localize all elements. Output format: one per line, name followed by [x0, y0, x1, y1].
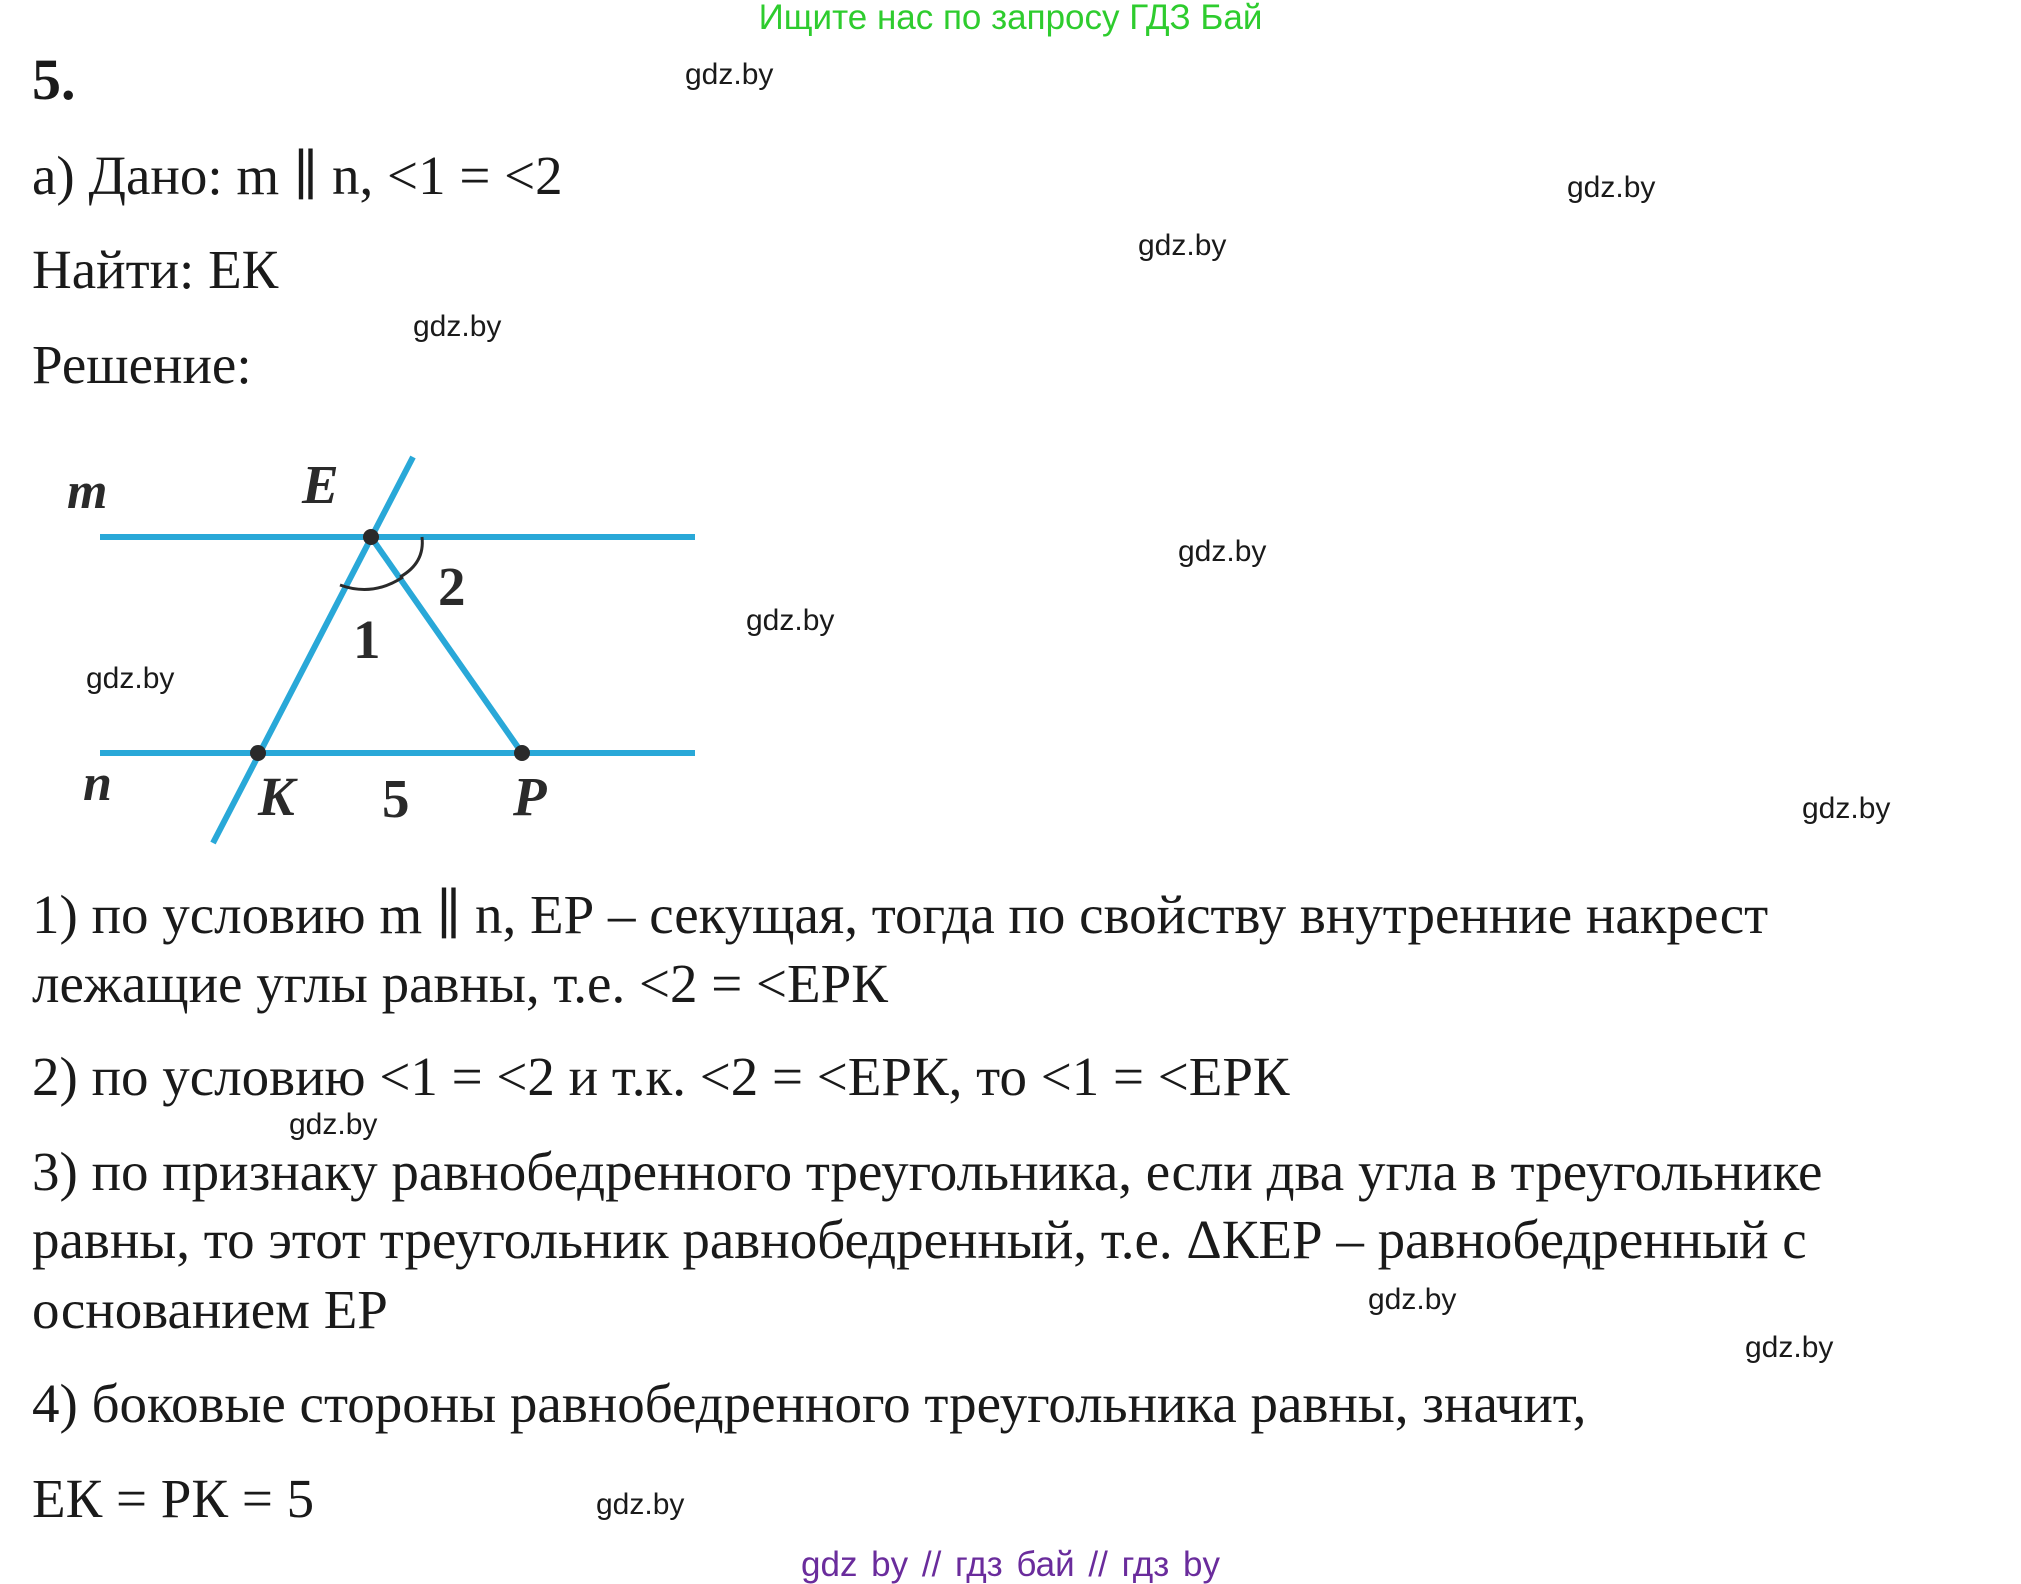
step-1-line-1: 1) по условию m ∥ n, ЕР – секущая, тогда по свойству внутренние накрест [32, 884, 1769, 945]
point-p-dot [514, 745, 530, 761]
watermark: gdz.by [86, 662, 175, 695]
task-number: 5. [32, 47, 76, 112]
watermark: gdz.by [1138, 229, 1227, 262]
label-angle-2: 2 [438, 556, 466, 617]
label-segment-length: 5 [382, 768, 410, 829]
step-1-line-2: лежащие углы равны, т.е. <2 = <ЕРК [32, 953, 888, 1014]
step-3-line-2: равны, то этот треугольник равнобедренный, т.е. ΔКЕР – равнобедренный с [32, 1209, 1807, 1270]
given-line: а) Дано: m ∥ n, <1 = <2 [32, 145, 563, 206]
watermark: gdz.by [1745, 1331, 1834, 1364]
watermark: gdz.by [413, 310, 502, 343]
watermark: gdz.by [289, 1108, 378, 1141]
top-banner: Ищите нас по запросу ГДЗ Бай [758, 0, 1263, 37]
angle-2-arc [400, 537, 422, 577]
step-4-line-2: ЕК = РК = 5 [32, 1468, 315, 1529]
solution-title: Решение: [32, 334, 252, 395]
geometry-figure [55, 445, 705, 855]
watermark: gdz.by [1567, 171, 1656, 204]
step-4-line-1: 4) боковые стороны равнобедренного треугольника равны, значит, [32, 1373, 1587, 1434]
find-line: Найти: ЕК [32, 239, 279, 300]
label-e: E [302, 454, 339, 515]
watermark: gdz.by [746, 604, 835, 637]
point-k-dot [250, 745, 266, 761]
point-e-dot [363, 529, 379, 545]
footer-links: gdz by // гдз бай // гдз by [801, 1545, 1220, 1584]
step-3-line-1: 3) по признаку равнобедренного треугольника, если два угла в треугольнике [32, 1141, 1823, 1202]
label-k: K [258, 766, 295, 827]
watermark: gdz.by [1368, 1283, 1457, 1316]
step-2: 2) по условию <1 = <2 и т.к. <2 = <ЕРК, то <1 = <ЕРК [32, 1046, 1290, 1107]
watermark: gdz.by [596, 1488, 685, 1521]
step-3-line-3: основанием ЕР [32, 1279, 388, 1340]
watermark: gdz.by [1178, 535, 1267, 568]
label-p: P [513, 766, 547, 827]
label-m: m [67, 463, 108, 520]
watermark: gdz.by [1802, 792, 1891, 825]
label-n: n [83, 755, 112, 812]
label-angle-1: 1 [353, 609, 381, 670]
watermark: gdz.by [685, 58, 774, 91]
